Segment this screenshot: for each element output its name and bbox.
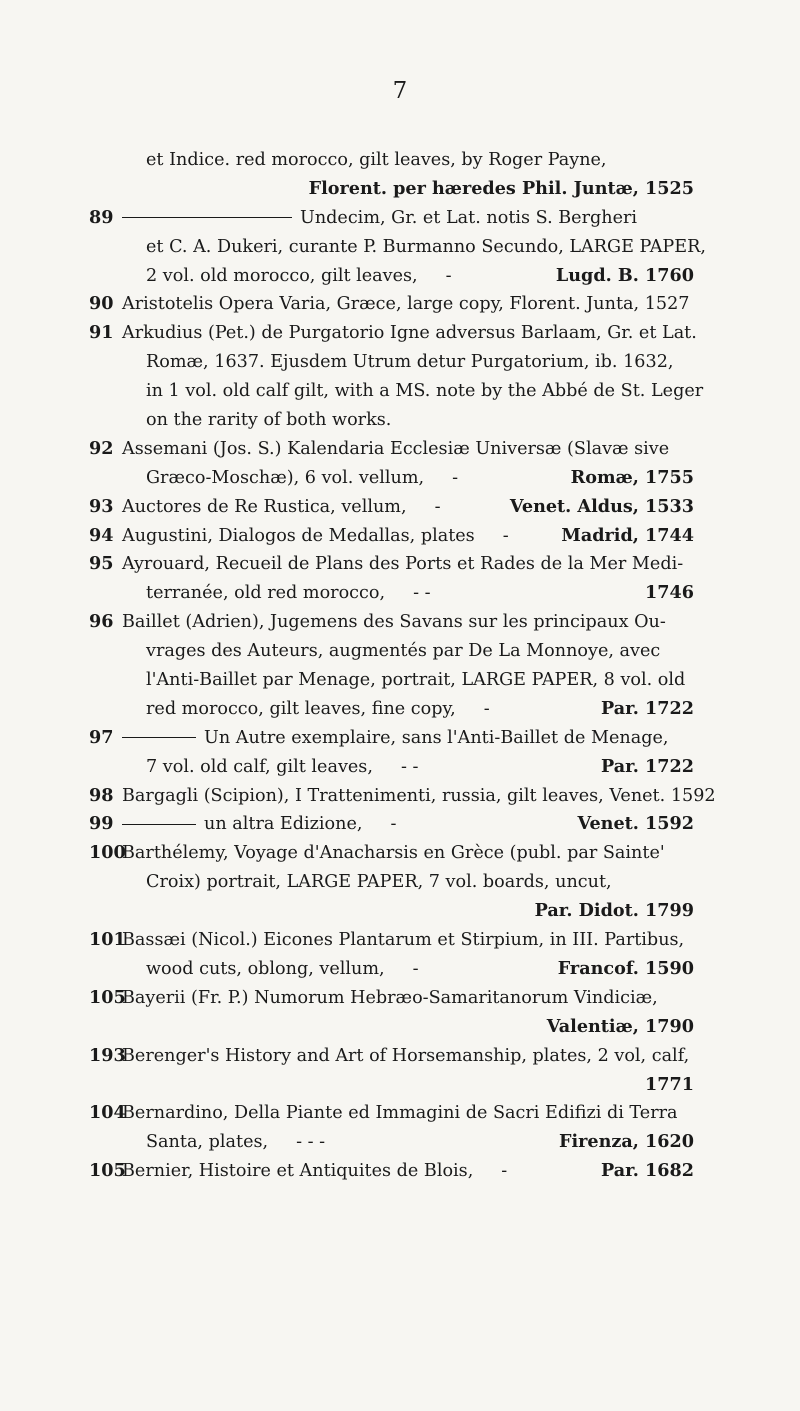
catalogue-line bbox=[0, 1157, 800, 1186]
entry-text bbox=[146, 1128, 325, 1157]
entry-description: wood cuts, oblong, vellum, bbox=[146, 958, 385, 979]
entry-text bbox=[146, 753, 418, 782]
imprint: Par. 1722 bbox=[600, 697, 694, 719]
entry-text bbox=[146, 695, 490, 724]
lot-number: 90 bbox=[89, 293, 114, 315]
entry-description: Bernier, Histoire et Antiquites de Blois, bbox=[122, 1161, 474, 1182]
entry-text bbox=[122, 839, 665, 868]
catalogue-line bbox=[0, 1128, 800, 1157]
imprint: Lugd. B. 1760 bbox=[555, 264, 694, 286]
entry-description: Baillet (Adrien), Jugemens des Savans sur les principaux Ou- bbox=[122, 612, 666, 633]
entry-text bbox=[122, 608, 666, 637]
imprint: Madrid, 1744 bbox=[561, 524, 694, 546]
ditto-rule bbox=[122, 824, 196, 825]
imprint: 1746 bbox=[645, 582, 694, 604]
imprint: Florent. per hæredes Phil. Juntæ, 1525 bbox=[308, 177, 694, 199]
entry-description: un altra Edizione, bbox=[204, 814, 363, 835]
entry-text bbox=[122, 926, 684, 955]
catalogue-line bbox=[0, 926, 800, 955]
entry-description: Assemani (Jos. S.) Kalendaria Ecclesiæ Universæ (Slavæ sive bbox=[122, 438, 670, 459]
catalogue-line bbox=[0, 897, 800, 926]
entry-description: Ayrouard, Recueil de Plans des Ports et Rades de la Mer Medi- bbox=[122, 554, 684, 575]
catalogue-line bbox=[0, 146, 800, 175]
entry-text bbox=[146, 377, 703, 406]
entry-text bbox=[122, 984, 658, 1013]
entry-text bbox=[122, 435, 669, 464]
catalogue-line bbox=[0, 406, 800, 435]
entry-separator: - bbox=[502, 525, 509, 546]
imprint: Par. Didot. 1799 bbox=[534, 900, 694, 922]
entry-text bbox=[122, 1042, 689, 1071]
entry-text bbox=[122, 1099, 678, 1128]
entry-description: Augustini, Dialogos de Medallas, plates bbox=[122, 525, 475, 546]
imprint: Venet. Aldus, 1533 bbox=[509, 495, 694, 517]
entry-separator: - bbox=[445, 265, 452, 286]
catalogue-line bbox=[0, 175, 800, 204]
catalogue-line bbox=[0, 1071, 800, 1100]
entry-description: Bargagli (Scipion), I Trattenimenti, russia, gilt leaves, Venet. 1592 bbox=[122, 785, 716, 806]
lot-number: 92 bbox=[89, 437, 114, 459]
catalogue-line bbox=[0, 724, 800, 753]
lot-number: 105 bbox=[89, 1160, 126, 1182]
entry-description: Un Autre exemplaire, sans l'Anti-Baillet de Menage, bbox=[204, 727, 669, 748]
entry-description: l'Anti-Baillet par Menage, portrait, LARGE PAPER, 8 vol. old bbox=[146, 670, 686, 691]
entry-description: in 1 vol. old calf gilt, with a MS. note by the Abbé de St. Leger bbox=[146, 381, 704, 402]
imprint: Valentiæ, 1790 bbox=[546, 1015, 694, 1037]
imprint: Par. 1682 bbox=[600, 1160, 694, 1182]
entry-text bbox=[122, 810, 396, 839]
lot-number: 99 bbox=[89, 813, 114, 835]
entry-separator: - bbox=[412, 958, 419, 979]
lot-number: 98 bbox=[89, 784, 114, 806]
entry-description: Bayerii (Fr. P.) Numorum Hebræo-Samaritanorum Vindiciæ, bbox=[122, 987, 658, 1008]
entry-separator: - - - bbox=[296, 1132, 326, 1153]
catalogue-line bbox=[0, 868, 800, 897]
entry-description: Santa, plates, bbox=[146, 1132, 269, 1153]
entry-separator: - - bbox=[400, 756, 419, 777]
entry-description: Bernardino, Della Piante ed Immagini de Sacri Edifizi di Terra bbox=[122, 1103, 678, 1124]
entry-description: on the rarity of both works. bbox=[146, 410, 392, 431]
entry-text bbox=[122, 493, 441, 522]
entry-description: Romæ, 1637. Ejusdem Utrum detur Purgatorium, ib. 1632, bbox=[146, 352, 674, 373]
lot-number: 89 bbox=[89, 206, 114, 228]
entry-text bbox=[122, 290, 689, 319]
entry-description: Græco-Moschæ), 6 vol. vellum, bbox=[146, 467, 425, 488]
catalogue-line bbox=[0, 753, 800, 782]
catalogue-line bbox=[0, 262, 800, 291]
imprint: Par. 1722 bbox=[600, 755, 694, 777]
catalogue-line bbox=[0, 493, 800, 522]
entry-text bbox=[146, 955, 419, 984]
entry-description: Berenger's History and Art of Horsemanship, plates, 2 vol, calf, bbox=[122, 1045, 690, 1066]
entry-text bbox=[146, 868, 612, 897]
entry-description: Auctores de Re Rustica, vellum, bbox=[122, 496, 407, 517]
ditto-rule bbox=[122, 737, 196, 738]
imprint: Romæ, 1755 bbox=[570, 466, 694, 488]
ditto-rule bbox=[122, 217, 292, 218]
entry-text bbox=[146, 233, 706, 262]
lot-number: 94 bbox=[89, 524, 114, 546]
lot-number: 91 bbox=[89, 322, 114, 344]
catalogue-line bbox=[0, 666, 800, 695]
catalogue-line bbox=[0, 1099, 800, 1128]
entry-description: et C. A. Dukeri, curante P. Burmanno Secundo, LARGE PAPER, bbox=[146, 236, 706, 257]
lot-number: 95 bbox=[89, 553, 114, 575]
entry-description: Barthélemy, Voyage d'Anacharsis en Grèce (publ. par Sainte' bbox=[122, 843, 665, 864]
lot-number: 96 bbox=[89, 611, 114, 633]
catalogue-line bbox=[0, 1013, 800, 1042]
catalogue-line bbox=[0, 782, 800, 811]
entry-separator: - bbox=[483, 698, 490, 719]
catalogue-line bbox=[0, 377, 800, 406]
entry-description: terranée, old red morocco, bbox=[146, 583, 386, 604]
entry-text bbox=[122, 550, 683, 579]
lot-number: 193 bbox=[89, 1044, 126, 1066]
catalogue-line bbox=[0, 637, 800, 666]
imprint: Firenza, 1620 bbox=[558, 1131, 694, 1153]
lot-number: 97 bbox=[89, 726, 114, 748]
entry-text bbox=[122, 522, 509, 551]
entry-text bbox=[122, 782, 716, 811]
entry-description: Aristotelis Opera Varia, Græce, large copy, Florent. Junta, 1527 bbox=[122, 294, 690, 315]
catalogue-line bbox=[0, 435, 800, 464]
entry-separator: - bbox=[434, 496, 441, 517]
catalogue-line bbox=[0, 810, 800, 839]
entry-description: et Indice. red morocco, gilt leaves, by Roger Payne, bbox=[146, 150, 607, 170]
page-number: 7 bbox=[392, 78, 408, 104]
catalogue-line bbox=[0, 319, 800, 348]
entry-text bbox=[146, 262, 452, 291]
entry-text bbox=[146, 464, 458, 493]
imprint: Venet. 1592 bbox=[577, 813, 694, 835]
entry-description: red morocco, gilt leaves, fine copy, bbox=[146, 698, 456, 719]
entry-text bbox=[146, 406, 391, 435]
catalogue-line bbox=[0, 233, 800, 262]
entry-text bbox=[146, 637, 660, 666]
entry-separator: - bbox=[501, 1161, 508, 1182]
entry-description: Croix) portrait, LARGE PAPER, 7 vol. boards, uncut, bbox=[146, 872, 612, 893]
entry-text bbox=[146, 666, 685, 695]
entry-separator: - bbox=[390, 814, 397, 835]
lot-number: 93 bbox=[89, 495, 114, 517]
catalogue-line bbox=[0, 290, 800, 319]
entry-description: Undecim, Gr. et Lat. notis S. Bergheri bbox=[300, 207, 638, 228]
entry-text bbox=[122, 204, 637, 233]
lot-number: 104 bbox=[89, 1102, 126, 1124]
lot-number: 105 bbox=[89, 986, 126, 1008]
entry-text bbox=[146, 579, 431, 608]
catalogue-line bbox=[0, 1042, 800, 1071]
catalogue-entries bbox=[0, 146, 800, 1186]
entry-text bbox=[122, 319, 697, 348]
entry-separator: - - bbox=[413, 583, 431, 604]
entry-separator: - bbox=[452, 467, 459, 488]
entry-text bbox=[146, 146, 607, 175]
entry-text bbox=[122, 1157, 507, 1186]
entry-description: Bassæi (Nicol.) Eicones Plantarum et Stirpium, in III. Partibus, bbox=[122, 930, 685, 951]
entry-description: Arkudius (Pet.) de Purgatorio Igne adversus Barlaam, Gr. et Lat. bbox=[122, 323, 697, 344]
entry-text bbox=[146, 348, 673, 377]
catalogue-line bbox=[0, 204, 800, 233]
entry-text bbox=[122, 724, 668, 753]
catalogue-line bbox=[0, 608, 800, 637]
entry-description: 2 vol. old morocco, gilt leaves, bbox=[146, 265, 418, 286]
lot-number: 101 bbox=[89, 929, 126, 951]
catalogue-line bbox=[0, 839, 800, 868]
catalogue-line bbox=[0, 984, 800, 1013]
catalogue-line bbox=[0, 464, 800, 493]
imprint: Francof. 1590 bbox=[557, 957, 694, 979]
catalogue-line bbox=[0, 550, 800, 579]
entry-description: vrages des Auteurs, augmentés par De La Monnoye, avec bbox=[146, 641, 661, 662]
catalogue-line bbox=[0, 955, 800, 984]
catalogue-line bbox=[0, 579, 800, 608]
catalogue-line bbox=[0, 695, 800, 724]
catalogue-line bbox=[0, 348, 800, 377]
catalogue-line bbox=[0, 522, 800, 551]
entry-description: 7 vol. old calf, gilt leaves, bbox=[146, 756, 373, 777]
lot-number: 100 bbox=[89, 842, 126, 864]
imprint: 1771 bbox=[645, 1073, 694, 1095]
